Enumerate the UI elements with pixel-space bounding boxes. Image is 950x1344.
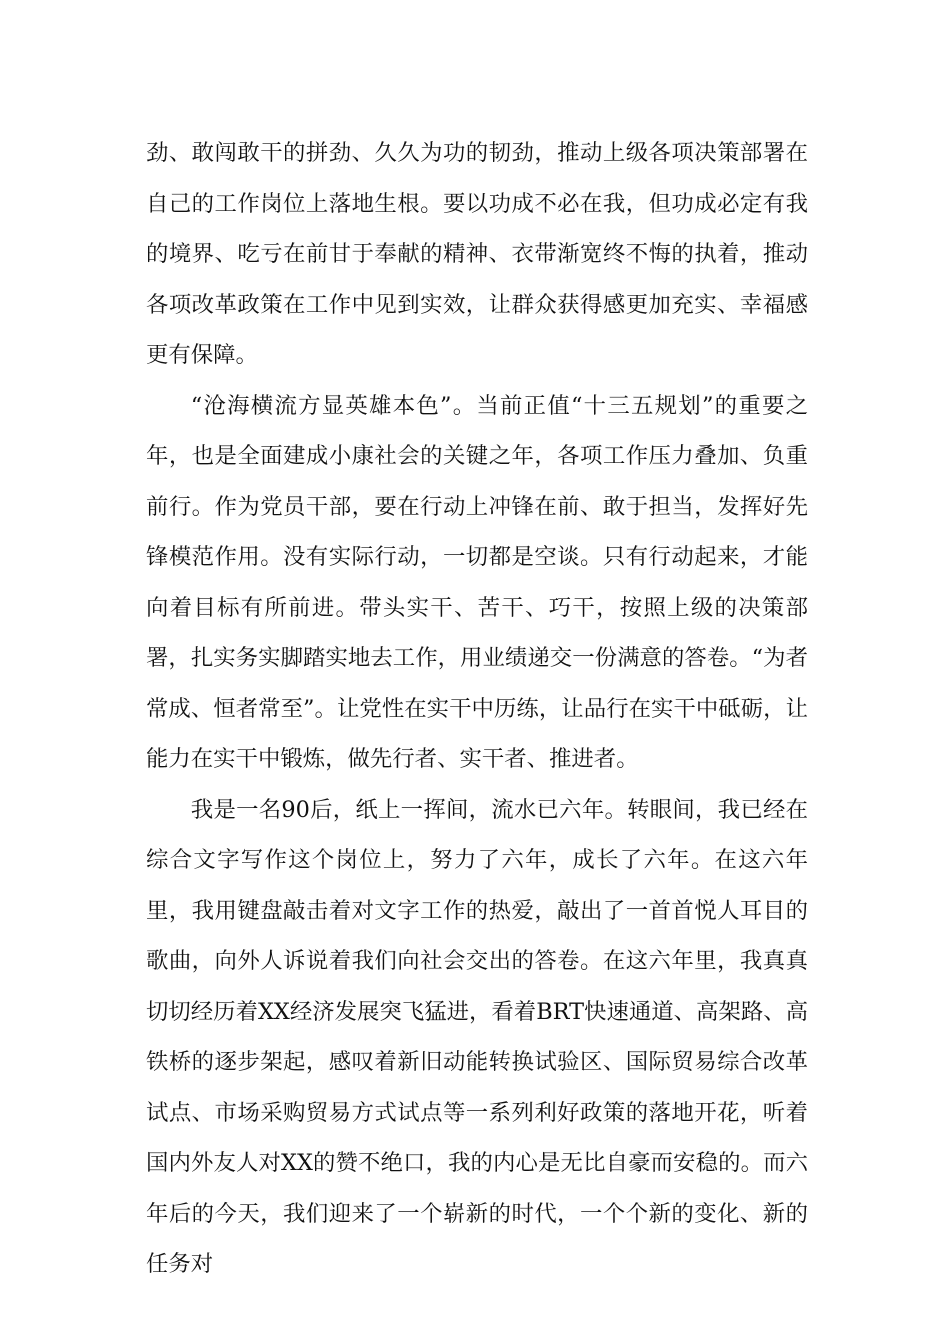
paragraph-2: “沧海横流方显英雄本色”。当前正值“十三五规划”的重要之年，也是全面建成小康社会的关键之年，各项工作压力叠加、负重前行。作为党员干部，要在行动上冲锋在前、敢于担当，发挥好先锋模范作用。没有实际行动，一切都是空谈。只有行动起来，才能向着目标有所前进。带头实干、苦干、巧干，按照上级的决策部署，扎实务实脚踏实地去工作，用业绩递交一份满意的答卷。“为者常成、恒者常至”。让党性在实干中历练，让品行在实干中砥砺，让能力在实干中锻炼，做先行者、实干者、推进者。 [146, 392, 808, 772]
paragraph-1: 劲、敢闯敢干的拼劲、久久为功的韧劲，推动上级各项决策部署在自己的工作岗位上落地生根。要以功成不必在我，但功成必定有我的境界、吃亏在前甘于奉献的精神、衣带渐宽终不悔的执着，推动各项改革政策在工作中见到实效，让群众获得感更加充实、幸福感更有保障。 [146, 140, 808, 368]
paragraph-3: 我是一名90后，纸上一挥间，流水已六年。转眼间，我已经在综合文字写作这个岗位上，努力了六年，成长了六年。在这六年里，我用键盘敲击着对文字工作的热爱，敲出了一首首悦人耳目的歌曲，向外人诉说着我们向社会交出的答卷。在这六年里，我真真切切经历着XX经济发展突飞猛进，看着BRT快速通道、高架路、高铁桥的逐步架起，感叹着新旧动能转换试验区、国际贸易综合改革试点、市场采购贸易方式试点等一系列利好政策的落地开花，听着国内外友人对XX的赞不绝口，我的内心是无比自豪而安稳的。而六年后的今天，我们迎来了一个崭新的时代，一个个新的变化、新的任务对 [146, 796, 808, 1277]
document-body [146, 128, 808, 1290]
